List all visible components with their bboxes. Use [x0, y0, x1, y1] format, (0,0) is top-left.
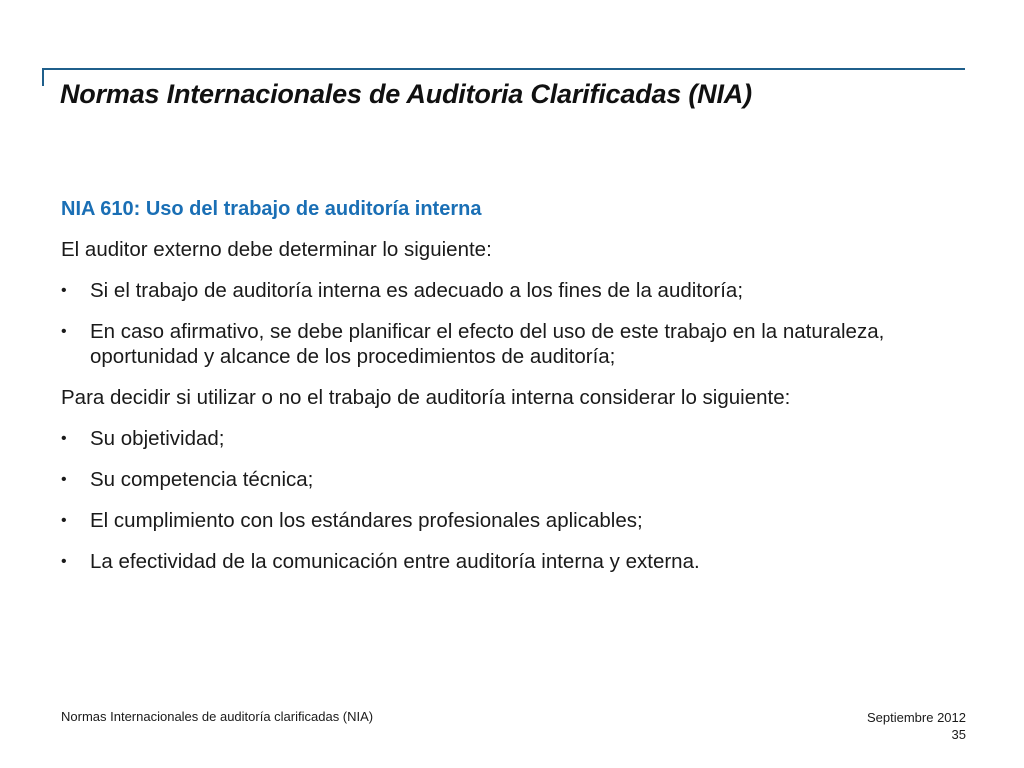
bullet-item — [61, 426, 961, 451]
bullet-icon: • — [61, 553, 67, 570]
bullet-text: El cumplimiento con los estándares profesionales aplicables; — [90, 509, 643, 532]
slide-title: Normas Internacionales de Auditoria Clarificadas (NIA) — [60, 79, 752, 109]
bullet-text: Su objetividad; — [90, 427, 225, 450]
bullet-icon: • — [61, 430, 67, 447]
bullet-item — [61, 278, 961, 303]
bullet-icon: • — [61, 512, 67, 529]
bullet-text: La efectividad de la comunicación entre auditoría interna y externa. — [90, 550, 700, 573]
second-intro-paragraph: Para decidir si utilizar o no el trabajo de auditoría interna considerar lo siguiente: — [61, 386, 791, 409]
bullet-icon: • — [61, 471, 67, 488]
footer-date: Septiembre 2012 — [866, 710, 966, 725]
bullet-icon: • — [61, 323, 67, 340]
intro-paragraph: El auditor externo debe determinar lo siguiente: — [61, 238, 492, 261]
footer-source: Normas Internacionales de auditoría clarificadas (NIA) — [61, 709, 374, 724]
slide-body — [61, 198, 961, 590]
bullet-icon: • — [61, 282, 67, 299]
bullet-text: Si el trabajo de auditoría interna es adecuado a los fines de la auditoría; — [90, 279, 744, 302]
bullet-item — [61, 319, 961, 369]
footer-meta — [867, 709, 966, 743]
header-rule — [43, 68, 965, 70]
bullet-item — [61, 467, 961, 492]
bullet-item — [61, 508, 961, 533]
bullet-item — [61, 549, 961, 574]
bullet-text: En caso afirmativo, se debe planificar el efecto del uso de este trabajo en la naturaleza, oportunidad y alcance de los procedimientos de auditoría; — [90, 320, 885, 368]
header-corner-mark — [42, 68, 44, 86]
section-heading: NIA 610: Uso del trabajo de auditoría interna — [61, 198, 482, 220]
bullet-text: Su competencia técnica; — [90, 468, 314, 491]
page-number: 35 — [951, 727, 966, 742]
